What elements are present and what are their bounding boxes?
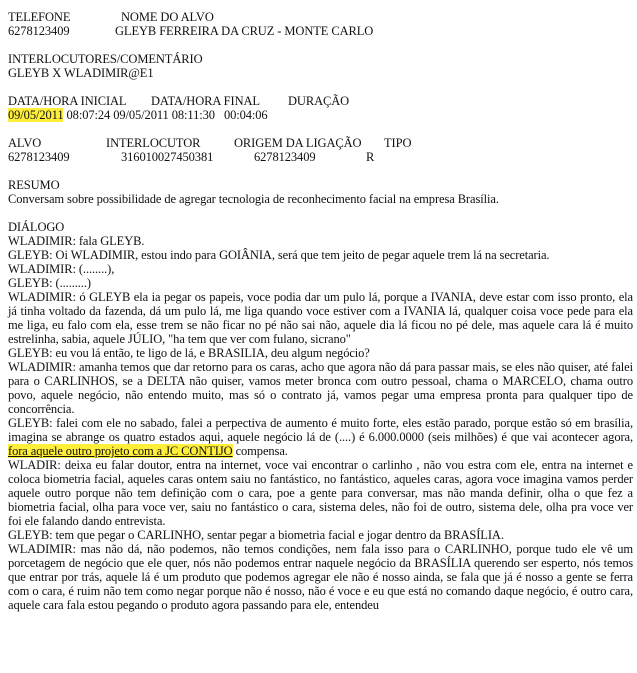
dialog-paragraph: WLADIMIR: amanha temos que dar retorno para os caras, acho que agora não dá para passar mais, se eles não quiser, até falei para o CARLINHOS, se a DELTA não quiser, vamos meter bronca com outro pessoal, chama o MARCELO, chama outro povo, aquele negócio, não entendo muito, mas só o contrato já, vamos pegar uma empresa pronta para qualquer tipo de concorrência. [8, 360, 633, 416]
highlighted-text: fora aquele outro projeto com a JC CONTIJO [8, 444, 233, 458]
dialog-paragraph [8, 416, 633, 458]
alvo-value: 6278123409 [8, 150, 70, 164]
header-labels-row [8, 10, 633, 24]
dialog-text: compensa. [232, 444, 288, 458]
alvo-name-value: GLEYB FERREIRA DA CRUZ - MONTE CARLO [115, 24, 374, 38]
alvo-name-label: NOME DO ALVO [121, 10, 214, 24]
origem-label: ORIGEM DA LIGAÇÃO [234, 136, 362, 150]
dialog-paragraph: WLADIMIR: ó GLEYB ela ia pegar os papeis, voce podia dar um pulo lá, porque a IVANIA, deve estar com isso pronto, ela já tinha voltado da fazenda, dá um pulo lá, me liga quando voce estiver com a IVANIA lá, qualquer coisa voce pede para ela me liga, eu falo com ela, esse trem se não ficar no pé não sai não, aquele dia lá ficou no pé dele, mas aquele cara lá é muito estrelinha, sabia, aquele JÚLIO, "ha tem que ver com fulano, sicrano" [8, 290, 633, 346]
dialog-line: WLADIMIR: (........), [8, 262, 115, 276]
dialogo-label: DIÁLOGO [8, 220, 65, 234]
call-values-row [8, 150, 633, 164]
interlocutor-label: INTERLOCUTOR [106, 136, 201, 150]
alvo-label: ALVO [8, 136, 42, 150]
datetime-labels-row [8, 94, 633, 108]
dialog-line: GLEYB: Oi WLADIMIR, estou indo para GOIÂNIA, será que tem jeito de pegar aquele trem lá na secretaria. [8, 248, 550, 262]
resumo-text: Conversam sobre possibilidade de agregar tecnologia de reconhecimento facial na empresa Brasília. [8, 192, 499, 206]
interlocutor-value: 316010027450381 [121, 150, 214, 164]
interlocutores-value: GLEYB X WLADIMIR@E1 [8, 66, 154, 80]
telefone-value: 6278123409 [8, 24, 70, 38]
data-hora-final: 09/05/2011 08:11:30 [113, 108, 215, 122]
interlocutores-label: INTERLOCUTORES/COMENTÁRIO [8, 52, 203, 66]
dialog-line: WLADIMIR: fala GLEYB. [8, 234, 145, 248]
origem-value: 6278123409 [254, 150, 316, 164]
transcript-document [8, 10, 633, 612]
header-values-row [8, 24, 633, 38]
data-hora-final-label: DATA/HORA FINAL [151, 94, 260, 108]
duracao-label: DURAÇÃO [288, 94, 350, 108]
time-inicial: 08:07:24 [66, 108, 111, 122]
date-inicial-highlighted: 09/05/2011 [8, 108, 64, 122]
duracao-value: 00:04:06 [223, 108, 268, 122]
datetime-values-row [8, 108, 633, 122]
telefone-label: TELEFONE [8, 10, 71, 24]
dialog-line: GLEYB: (.........) [8, 276, 91, 290]
data-hora-inicial-label: DATA/HORA INICIAL [8, 94, 127, 108]
dialog-line: GLEYB: eu vou lá então, te ligo de lá, e BRASILIA, deu algum negócio? [8, 346, 370, 360]
dialog-text: GLEYB: falei com ele no sabado, falei a perpectiva de aumento é muito forte, eles estão parado, porque estão só em brasília, imagina se abrange os quatro estados aqui, aquele negócio lá de (....) é 6.000.0000 (seis milhões) é que vai acontecer agora, [8, 416, 633, 444]
resumo-label: RESUMO [8, 178, 60, 192]
dialog-paragraph: WLADIMIR: mas não dá, não podemos, não temos condições, nem fala isso para o CARLINHO, porque tudo ele vê um porcetagem de negócio que ele quer, nós não podemos entrar naquele negócio da BRASÍLIA querendo ser esperto, nós temos que entrar por trás, aquele lá é um produto que podemos agregar ele não é nosso ainda, se fala que já é nosso a gente se ferra com o cara, é ruim não tem como negar porque não é nosso, não é voce e eu que está no comando daque negócio, é outro cara, aquele cara fala estou pegando o produto agora passando para ele, entendeu [8, 542, 633, 612]
call-labels-row [8, 136, 633, 150]
tipo-label: TIPO [384, 136, 412, 150]
dialog-line: GLEYB: tem que pegar o CARLINHO, sentar pegar a biometria facial e jogar dentro da BRASÍLIA. [8, 528, 504, 542]
dialog-paragraph: WLADIR: deixa eu falar doutor, entra na internet, voce vai encontrar o carlinho , não vou estra com ele, entra na internet e coloca biometria facial, aqueles caras ontem saiu no fantástico, no fantástico, aqueles caras, agora voce imagina vamos perder aquele outro porque não tem definição com o cara, poe a gente para conversar, mas não manda definir, olha o que fez a biometria facial, olha para voce ver, saiu no fantástico o cara, sistema deles, não foi de outro, sistema dele, olha pra voce ver foi ele falando dando entrevista. [8, 458, 633, 528]
tipo-value: R [366, 150, 375, 164]
